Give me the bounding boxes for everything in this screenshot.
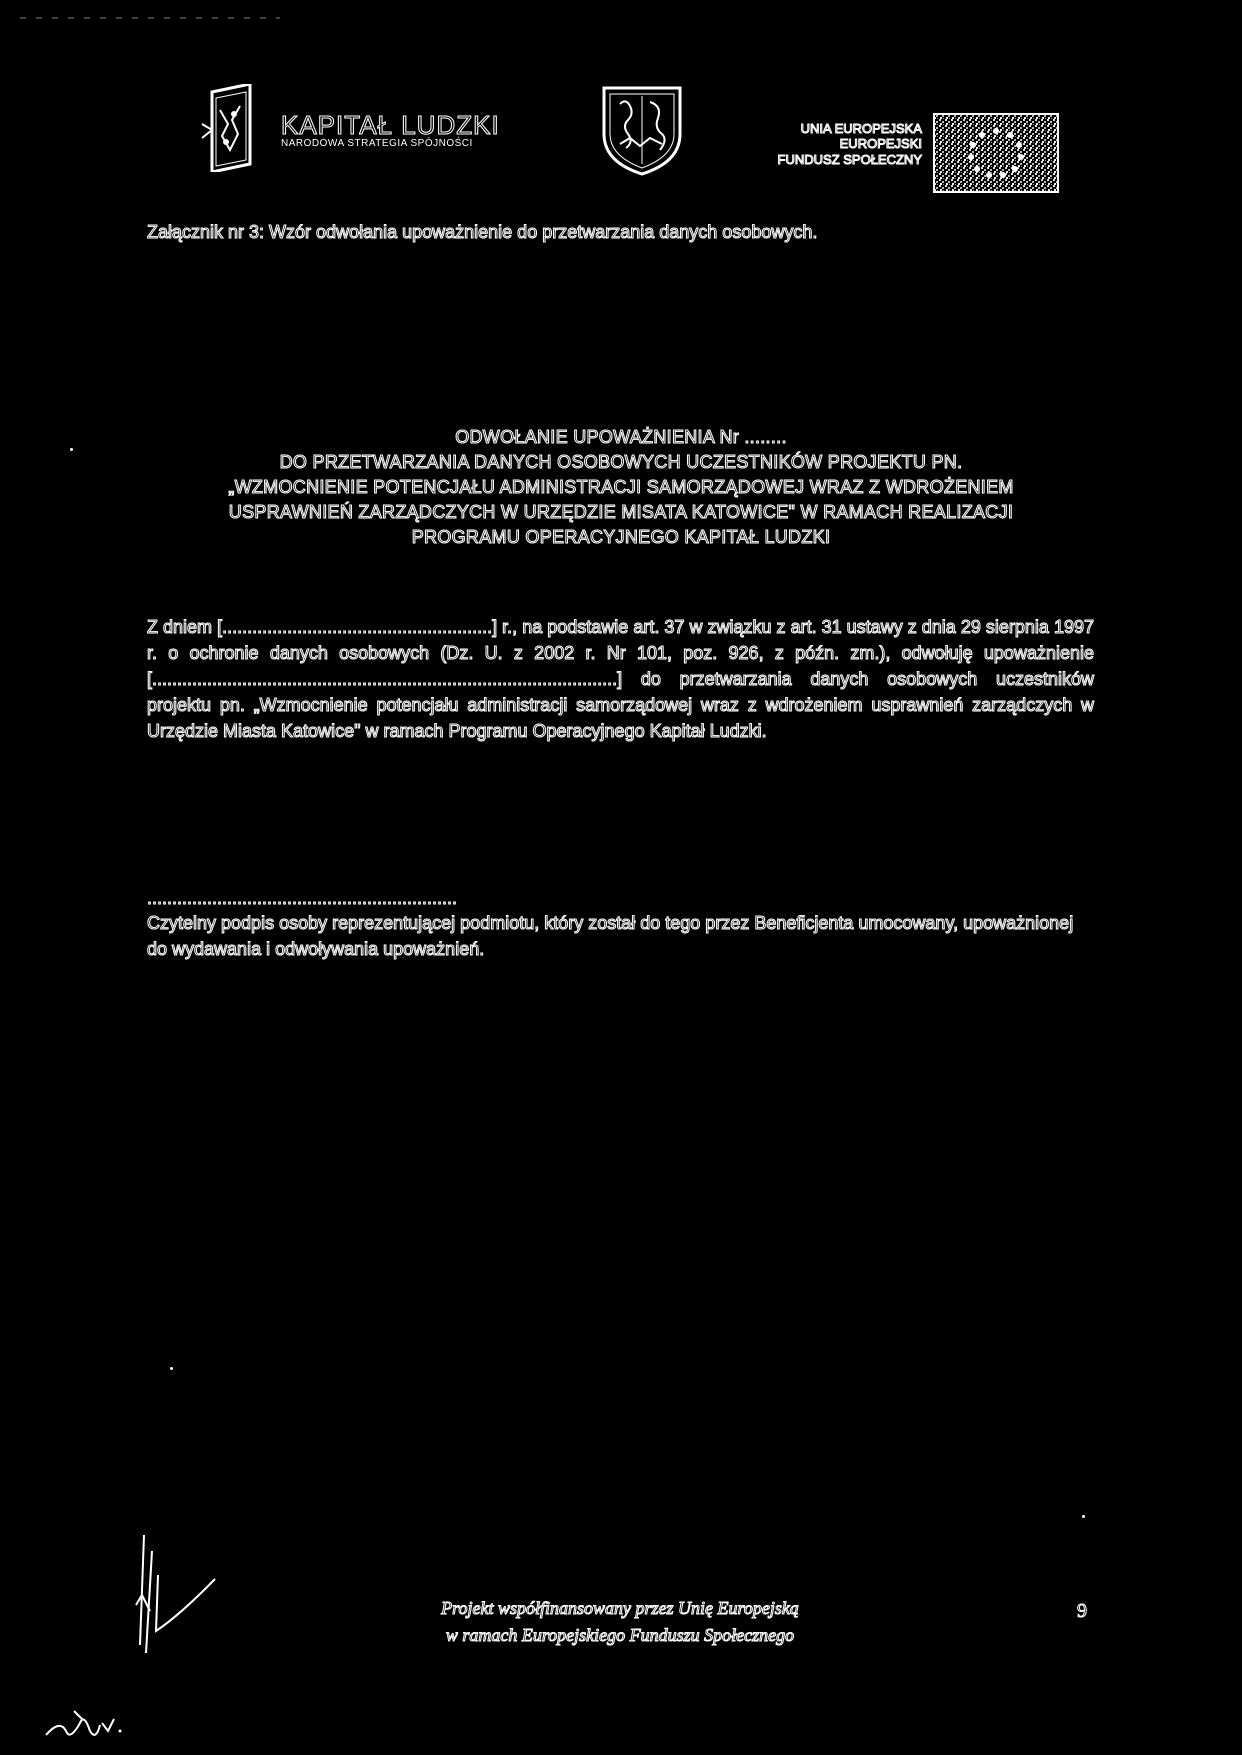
attachment-title: Załącznik nr 3: Wzór odwołania upoważnienie do przetwarzania danych osobowych. [147,222,818,242]
kapital-ludzki-logo-icon [198,84,260,172]
kapital-ludzki-title: KAPITAŁ LUDZKI [281,110,500,140]
scan-speck [1082,1515,1085,1518]
page-number: 9 [1077,1600,1087,1622]
heading-line-5: PROGRAMU OPERACYJNEGO KAPITAŁ LUDZKI [411,527,831,547]
heading-line-3: „WZMOCNIENIE POTENCJAŁU ADMINISTRACJI SAMORZĄDOWEJ WRAZ Z WDROŻENIEM [228,477,1014,497]
ue-title: UNIA EUROPEJSKA [800,121,922,136]
eu-flag-icon [933,113,1059,193]
footer-line-1: Projekt współfinansowany przez Unię Europejską [441,1598,799,1618]
scan-speck [70,448,73,451]
scan-streak [20,16,280,20]
footer-cofinancing-note [380,1595,860,1649]
signature-line: .............................................................. [147,888,458,908]
katowice-coat-of-arms-icon [600,84,684,176]
heading-line-4: USPRAWNIEŃ ZARZĄDCZYCH W URZĘDZIE MISATA KATOWICE" W RAMACH REALIZACJI [228,502,1014,522]
heading-line-2: DO PRZETWARZANIA DANYCH OSOBOWYCH UCZESTNIKÓW PROJEKTU PN. [279,452,963,472]
handwritten-initials-icon [40,1535,230,1755]
signature-caption: Czytelny podpis osoby reprezentującej podmiotu, który został do tego przez Beneficjenta umocowany, upoważnionej do wydawania i odwoływania upoważnień. [147,913,1074,959]
scan-speck [170,1367,173,1370]
ue-fund-line2: FUNDUSZ SPOŁECZNY [777,152,922,167]
body-paragraph: Z dniem [......................................................] r., na podstawie art. 37 w związku z art. 31 ustawy z dnia 29 sierpnia 1997 r. o ochronie danych osobowych (Dz. U. z 2002 r. Nr 101, poz. 926, z późn. zm.), odwołuję upoważnienie [.............................................................................................] do przetwarzania danych osobowych uczestników projektu pn. „Wzmocnienie potencjału administracji samorządowej wraz z wdrożeniem usprawnień zarządczych w Urzędzie Miasta Katowice" w ramach Programu Operacyjnego Kapitał Ludzki. [147,617,1094,741]
body-section [147,614,1094,744]
heading-line-1: ODWOŁANIE UPOWAŻNIENIA Nr ........ [455,427,787,447]
footer-line-2: w ramach Europejskiego Funduszu Społecznego [445,1625,795,1645]
kapital-ludzki-subtitle: NARODOWA STRATEGIA SPÓJNOŚCI [281,138,473,149]
document-heading [140,425,1102,550]
ue-fund-line1: EUROPEJSKI [839,136,922,151]
